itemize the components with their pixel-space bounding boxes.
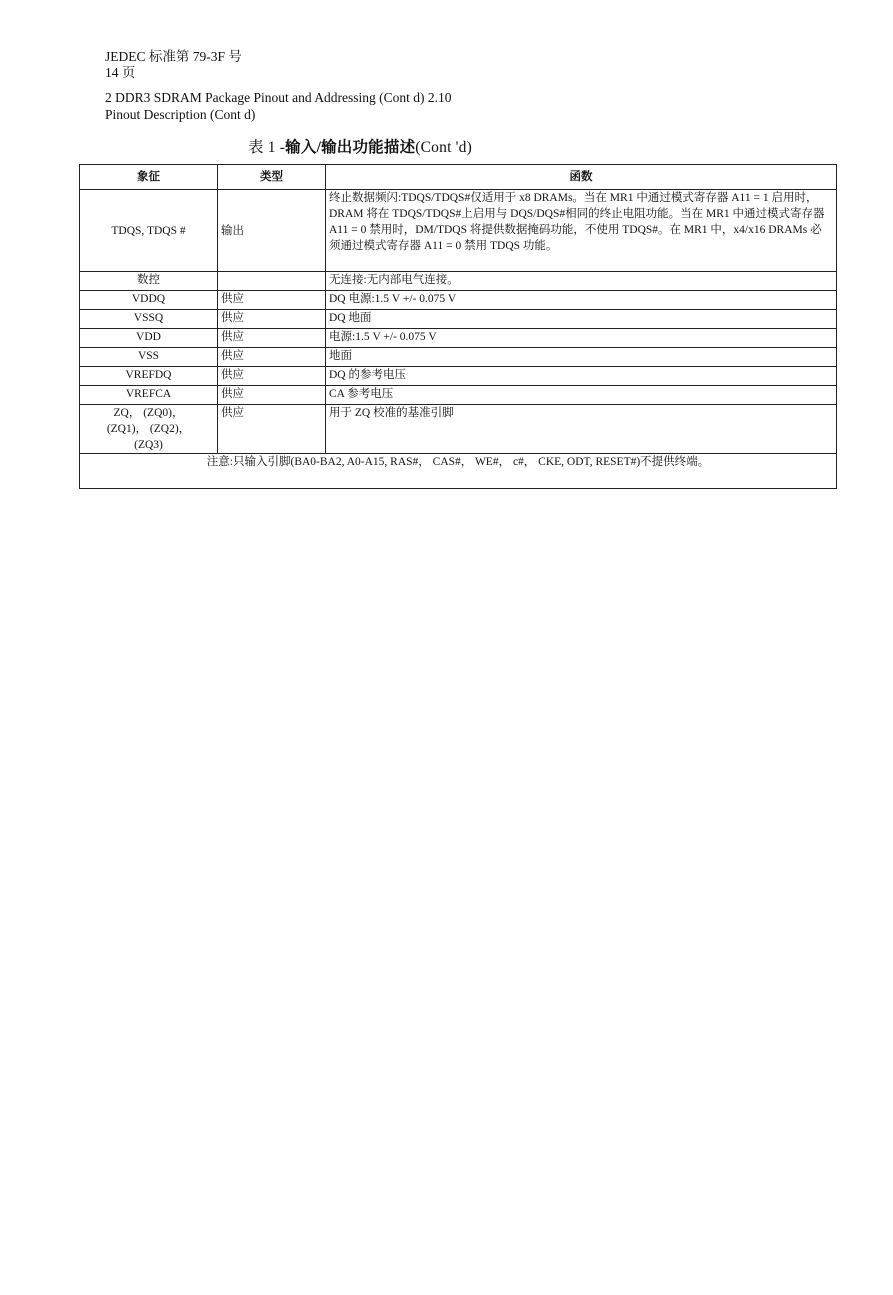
table-note: 注意:只输入引脚(BA0-BA2, A0-A15, RAS#， CAS#， WE#， c#， CKE, ODT, RESET#)不提供终端。	[80, 454, 837, 489]
table-row	[80, 272, 837, 291]
table-title	[248, 135, 472, 157]
cell-symbol: VREFDQ	[80, 367, 218, 386]
cell-function: 用于 ZQ 校准的基准引脚	[326, 405, 837, 454]
section-subheading: Pinout Description (Cont d)	[105, 107, 256, 122]
cell-function: CA 参考电压	[326, 386, 837, 405]
table-row	[80, 405, 837, 454]
cell-function: 电源:1.5 V +/- 0.075 V	[326, 329, 837, 348]
cell-function: 无连接:无内部电气连接。	[326, 272, 837, 291]
table-title-main: 输入/输出功能描述	[285, 139, 416, 156]
table-row	[80, 348, 837, 367]
cell-function: DQ 电源:1.5 V +/- 0.075 V	[326, 291, 837, 310]
cell-symbol: VSS	[80, 348, 218, 367]
page-number: 14 页	[105, 65, 136, 80]
table-row	[80, 367, 837, 386]
column-header-function: 函数	[326, 165, 837, 190]
pinout-table	[79, 164, 837, 489]
table-row	[80, 310, 837, 329]
cell-symbol: 数控	[80, 272, 218, 291]
cell-type: 输出	[218, 190, 326, 272]
table-header-row	[80, 165, 837, 190]
column-header-symbol: 象征	[80, 165, 218, 190]
column-header-type: 类型	[218, 165, 326, 190]
table-title-suffix: (Cont 'd)	[415, 139, 472, 156]
cell-symbol: VREFCA	[80, 386, 218, 405]
cell-type: 供应	[218, 405, 326, 454]
cell-type: 供应	[218, 310, 326, 329]
cell-function: DQ 的参考电压	[326, 367, 837, 386]
cell-function: 地面	[326, 348, 837, 367]
table-row	[80, 329, 837, 348]
cell-type: 供应	[218, 367, 326, 386]
cell-symbol: VSSQ	[80, 310, 218, 329]
cell-function: 终止数据频闪:TDQS/TDQS#仅适用于 x8 DRAMs。当在 MR1 中通过模式寄存器 A11 = 1 启用时，DRAM 将在 TDQS/TDQS#上启用与 DQS/DQS#相同的终止电阻功能。当在 MR1 中通过模式寄存器 A11 = 0 禁用时，DM/TDQS 将提供数据掩码功能，不使用 TDQS#。在 MR1 中，x4/x16 DRAMs 必须通过模式寄存器 A11 = 0 禁用 TDQS 功能。	[326, 190, 837, 272]
cell-type: 供应	[218, 291, 326, 310]
table-row	[80, 190, 837, 272]
cell-function: DQ 地面	[326, 310, 837, 329]
table-row	[80, 386, 837, 405]
cell-type: 供应	[218, 386, 326, 405]
table-title-prefix: 表 1 -	[248, 139, 286, 156]
cell-symbol-line: ZQ， (ZQ0)，	[113, 407, 184, 419]
cell-symbol: VDDQ	[80, 291, 218, 310]
cell-symbol-line: (ZQ3)	[134, 439, 163, 451]
cell-symbol-line: (ZQ1)， (ZQ2)，	[106, 423, 191, 435]
cell-symbol	[80, 405, 218, 454]
cell-type	[218, 272, 326, 291]
cell-symbol: TDQS, TDQS #	[80, 190, 218, 272]
table-row	[80, 291, 837, 310]
document-title: JEDEC 标准第 79-3F 号	[105, 49, 242, 64]
cell-symbol: VDD	[80, 329, 218, 348]
table-note-row	[80, 454, 837, 489]
cell-type: 供应	[218, 348, 326, 367]
cell-type: 供应	[218, 329, 326, 348]
section-heading: 2 DDR3 SDRAM Package Pinout and Addressing (Cont d) 2.10	[105, 90, 452, 105]
